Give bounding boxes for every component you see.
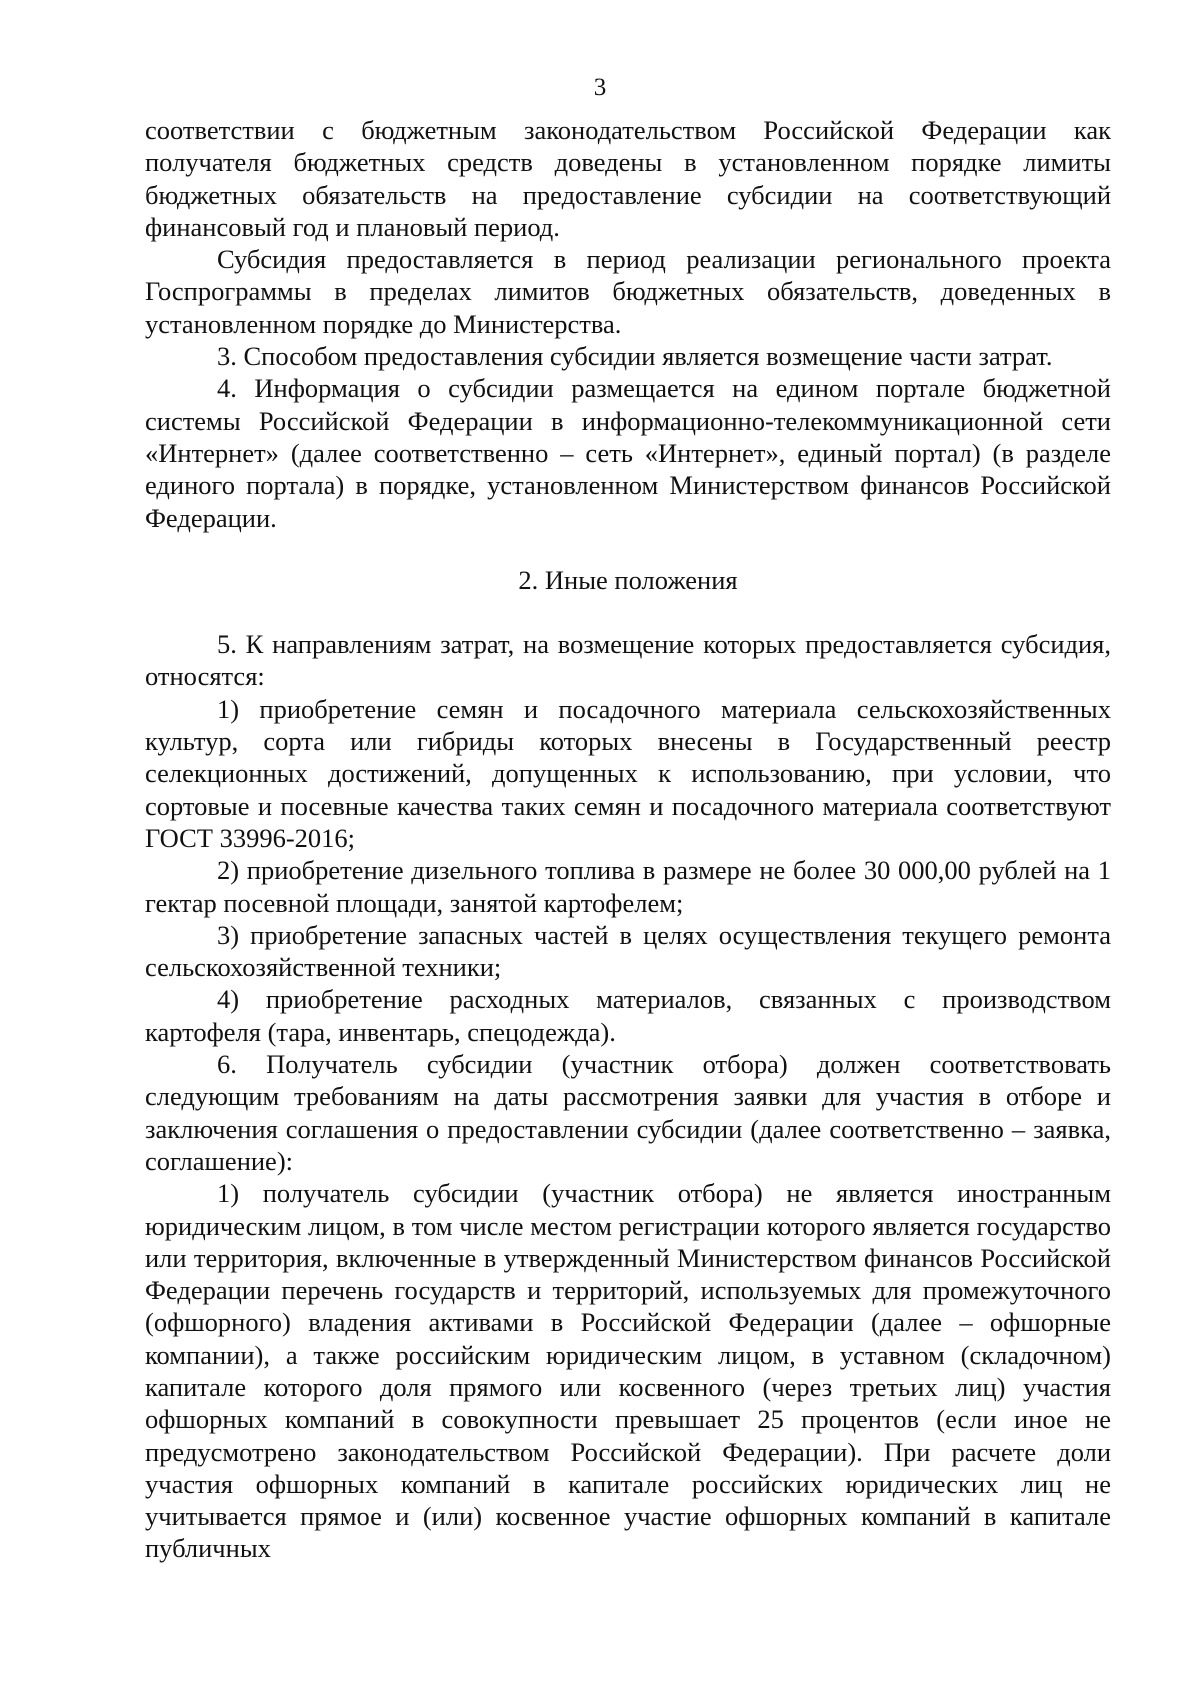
paragraph-subitem-1-seeds: 1) приобретение семян и посадочного материала сельскохозяйственных культур, сорта или гибриды которых внесены в Государственный реестр селекционных достижений, допущенных к использованию, при условии, что сортовые и посевные качества таких семян и посадочного материала соответствуют ГОСТ 33996-2016; [145,693,1111,853]
paragraph-requirement-1: 1) получатель субсидии (участник отбора) не является иностранным юридическим лицом, в том числе местом регистрации которого является государство или территория, включенные в утвержденный Министерством финансов Российской Федерации перечень государств и территорий, используемых для промежуточного (офшорного) владения активами в Российской Федерации (далее – офшорные компании), а также российским юридическим лицом, в уставном (складочном) капитале которого доля прямого или косвенного (через третьих лиц) участия офшорных компаний в совокупности превышает 25 процентов (если иное не предусмотрено законодательством Российской Федерации). При расчете доли участия офшорных компаний в капитале российских юридических лиц не учитывается прямое и (или) косвенное участие офшорных компаний в капитале публичных [145,1178,1111,1564]
document-body [145,114,1111,1565]
paragraph-subitem-4-materials: 4) приобретение расходных материалов, связанных с производством картофеля (тара, инвентарь, спецодежда). [145,984,1111,1047]
paragraph-subitem-3-spare-parts: 3) приобретение запасных частей в целях осуществления текущего ремонта сельскохозяйственной техники; [145,919,1111,983]
paragraph-subsidy-period: Субсидия предоставляется в период реализации регионального проекта Госпрограммы в пределах лимитов бюджетных обязательств, доведенных в установленном порядке до Министерства. [145,244,1111,339]
paragraph-item-5: 5. К направлениям затрат, на возмещение которых предоставляется субсидия, относятся: [145,629,1111,692]
paragraph-continuation: соответствии с бюджетным законодательством Российской Федерации как получателя бюджетных средств доведены в установленном порядке лимиты бюджетных обязательств на предоставление субсидии на соответствующий финансовый год и плановый период. [145,115,1111,242]
paragraph-subitem-2-fuel: 2) приобретение дизельного топлива в размере не более 30 000,00 рублей на 1 гектар посевной площади, занятой картофелем; [145,855,1111,918]
paragraph-item-6: 6. Получатель субсидии (участник отбора) должен соответствовать следующим требованиям на даты рассмотрения заявки для участия в отборе и заключения соглашения о предоставлении субсидии (далее соответственно – заявка, соглашение): [145,1049,1111,1176]
page-number: 3 [593,74,607,101]
paragraph-item-4: 4. Информация о субсидии размещается на едином портале бюджетной системы Российской Федерации в информационно-телекоммуникационной сети «Интернет» (далее соответственно – сеть «Интернет», единый портал) (в разделе единого портала) в порядке, установленном Министерством финансов Российской Федерации. [145,373,1111,533]
paragraph-item-3: 3. Способом предоставления субсидии является возмещение части затрат. [217,341,1053,372]
section-heading: 2. Иные положения [518,564,738,595]
